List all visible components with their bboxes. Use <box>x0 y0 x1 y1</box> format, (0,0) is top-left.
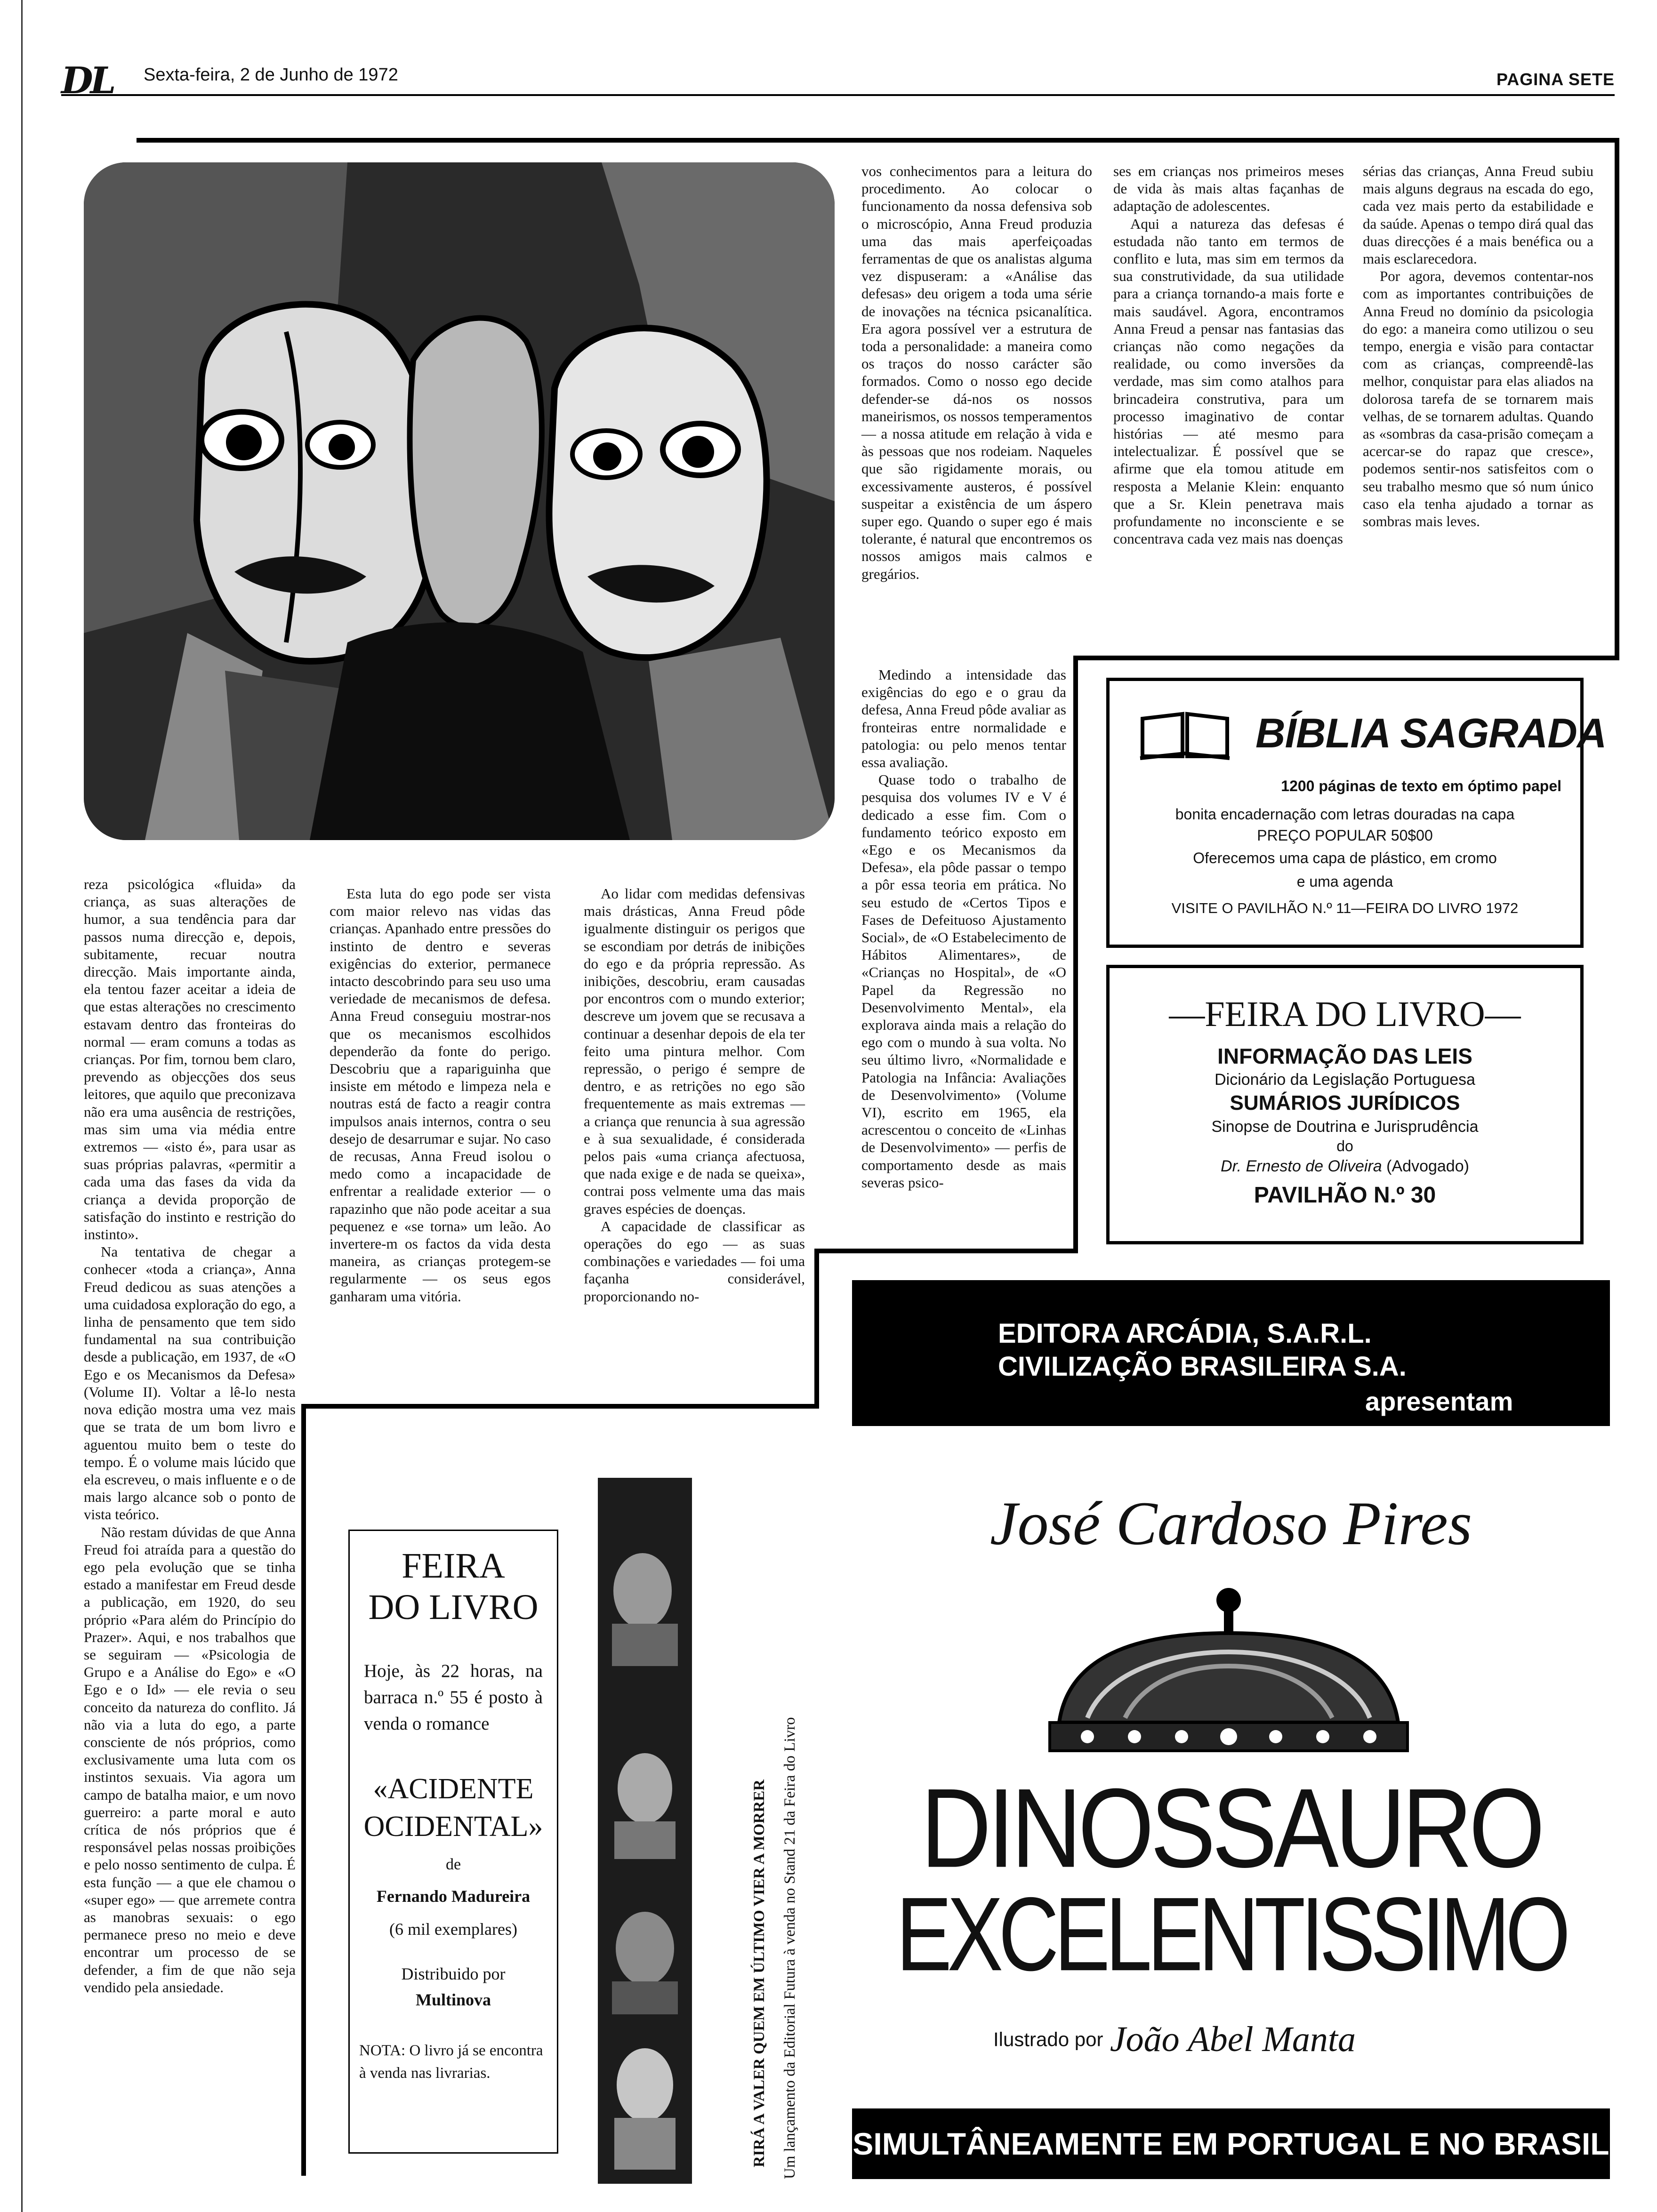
ad-feira-dictionary: Dicionário da Legislação Portuguesa <box>1215 1071 1475 1089</box>
ad-biblia-price: PREÇO POPULAR 50$00 <box>1257 827 1433 844</box>
ad-acidente-note <box>359 2039 547 2084</box>
ad-arcadia-release-banner: SIMULTÂNEAMENTE EM PORTUGAL E NO BRASIL <box>852 2108 1610 2179</box>
article-column-2 <box>330 885 551 1305</box>
article-paragraph: sérias das crianças, Anna Freud subiu mais alguns degraus na escada do ego, cada vez mais perto da estabilidade e da saúde. Apenas o tempo dirá qual das duas direcções é a mais benéfica ou a mais esclarecedora. <box>1363 163 1593 267</box>
issue-date: Sexta-feira, 2 de Junho de 1972 <box>144 65 398 85</box>
article-column-middle <box>861 666 1066 1191</box>
article-frame-step-2-vertical <box>814 1249 819 1409</box>
ad-arcadia-illustration-credit <box>993 2019 1558 2060</box>
article-column-top-3 <box>1363 162 1593 530</box>
ad-arcadia-title-1: DINOSSAURO <box>920 1765 1542 1891</box>
ad-feira-sinopse: Sinopse de Doutrina e Jurisprudência <box>1211 1118 1479 1136</box>
ad-feira-sumarios: SUMÁRIOS JURÍDICOS <box>1230 1091 1460 1114</box>
ad-biblia-offer: Oferecemos uma capa de plástico, em cromo <box>1193 850 1497 866</box>
ad-acidente-book-1: «ACIDENTE <box>373 1773 534 1805</box>
page-edge-rule <box>21 0 23 2212</box>
ad-arcadia-illustrator: João Abel Manta <box>1110 2020 1356 2059</box>
article-column-3 <box>584 885 805 1305</box>
article-paragraph: ses em crianças nos primeiros meses de vida às mais altas façanhas de adaptação de adolescentes. <box>1113 163 1344 215</box>
article-paragraph: Quase todo o trabalho de pesquisa dos volumes IV e V é dedicado a esse fim. Com o fundamento teórico exposto em «Ego e os Mecanismos da Defesa», ela pôde passar o tempo a pôr essa teoria em prática. No seu estudo de «Certos Tipos e Fases de Defeituoso Ajustamento Social», de «O Estabelecimento de Hábitos Alimentares», de «Crianças no Hospital», de «O Papel da Regressão no Desenvolvimento Mental», ela explorava ainda mais a relação do ego com o mundo à sua volta. No seu último livro, «Normalidade e Patologia na Infância: Avaliações de Desenvolvimento» (Volume VI), escrito em 1965, ela acrescentou o conceito de «Linhas de Desenvolvimento» — perfis de comportamento desde as mais severas psico- <box>861 771 1066 1191</box>
article-frame-step-1-vertical <box>1073 656 1078 1253</box>
crown-icon <box>1031 1581 1426 1760</box>
article-frame-step-3-vertical <box>301 1404 306 2176</box>
article-paragraph: Não restam dúvidas de que Anna Freud foi atraída para a questão do ego pela evolução que se tinha estado a manifestar em Freud desde a publicação, em 1920, do seu próprio «Para além do Princípio do Prazer». Aqui, e nos trabalhos que se seguiram — «Psicologia de Grupo e a Análise do Ego» e «O Ego e o Id» — ele revia o seu conceito da natureza do conflito. Já não via a luta do ego, a parte consciente de nós próprios, como exclusivamente uma luta com os instintos sexuais. Via agora um campo de batalha maior, e um novo guerreiro: a parte moral e auto crítica de nós próprios que é responsável pelas nossas proibições e pelo nosso sentimento de culpa. É esta função — a que ele chamou o «super ego» — que arremete contra as manobras sexuais: o ego permanece preso no meio e deve encontrar um processo de se defender, a fim de que não seja vendido pela ansiedade. <box>84 1523 296 1996</box>
ad-acidente-copies: (6 mil exemplares) <box>389 1920 517 1939</box>
article-paragraph: Na tentativa de chegar a conhecer «toda a criança», Anna Freud dedicou as suas atenções a uma cuidadosa exploração do ego, a linha de pensamento que tem sido fundamental na sua contribuição desde a publicação, em 1937, de «O Ego e os Mecanismos da Defesa» (Volume II). Voltar a lê-lo nesta nova edição mostra uma vez mais que se trata de um bom livro e aguentou muito bem o teste do tempo. É o volume mais lúcido que ela escreveu, o mais influente e o de mais largo alcance sob o ponto de vista teórico. <box>84 1243 296 1523</box>
ad-acidente-book-2: OCIDENTAL» <box>363 1811 543 1843</box>
ad-acidente-vertical-launch: Um lançamento da Editorial Futura à venda no Stand 21 da Feira do Livro <box>781 1717 798 2179</box>
newspaper-logo: DL <box>61 59 113 102</box>
article-illustration <box>84 162 835 840</box>
article-paragraph: reza psicológica «fluida» da criança, as suas alterações de humor, a sua tendência para dar passos numa direcção e, depois, subitamente, recuar noutra direcção. Mais importante ainda, ela tentou fazer aceitar a ideia de que estas alterações no crescimento estavam dentro das fronteiras do normal — eram comuns a todas as crianças. Por fim, tornou bem claro, prevendo as objecções dos seus leitores, que aquilo que preconizava não era uma ausência de restrições, mas sim uma via média entre extremos — «isto é», para usar as suas próprias palavras, «permitir a cada uma das fases da vida da criança a devida proporção de satisfação do instinto e restrição do instinto». <box>84 876 296 1243</box>
ad-feira-title: —FEIRA DO LIVRO— <box>1169 994 1521 1034</box>
ad-feira-do: do <box>1336 1138 1353 1154</box>
article-paragraph: Por agora, devemos contentar-nos com as importantes contribuições de Anna Freud no domínio da psicologia do ego: a maneira como utilizou o seu tempo, energia e visão para contactar com as crianças, compreendê-las melhor, conquistar para elas aliados na dolorosa tarefa de se tornarem mais velhas, de se tornarem adultas. Quando as «sombras da casa-prisão começam a acercar-se do rapaz que cresce», podemos sentir-nos satisfeitos com o seu trabalho mesmo que só num único caso ela tenha ajudado a tornar as sombras mais leves. <box>1363 268 1593 530</box>
article-frame-step-3 <box>306 1404 819 1409</box>
ad-acidente-box <box>348 1530 558 2154</box>
ad-acidente-note-text: O livro já se encontra à venda nas livrarias. <box>359 2042 543 2082</box>
ad-arcadia-illustrated-by: Ilustrado por <box>993 2028 1103 2051</box>
article-frame-top <box>137 138 1619 143</box>
ad-acidente-title-1: FEIRA <box>402 1546 505 1586</box>
article-paragraph: Medindo a intensidade das exigências do ego e o grau da defesa, Anna Freud pôde avaliar as fronteiras entre normalidade e patologia: ou pelo menos tentar essa avaliação. <box>861 666 1066 771</box>
ad-feira-pavilion: PAVILHÃO N.º 30 <box>1254 1183 1436 1208</box>
ad-informacao-das-leis <box>1106 965 1584 1244</box>
ad-arcadia-publisher-banner <box>852 1280 1610 1426</box>
article-frame-step-2 <box>819 1249 1078 1253</box>
ad-feira-heading: INFORMAÇÃO DAS LEIS <box>1217 1044 1472 1068</box>
ad-arcadia-publisher-2: CIVILIZAÇÃO BRASILEIRA S.A. <box>998 1351 1407 1382</box>
ad-biblia-sagrada <box>1106 678 1607 948</box>
ad-acidente-body: Hoje, às 22 horas, na barraca n.º 55 é posto à venda o romance <box>364 1661 543 1734</box>
article-column-top-2 <box>1113 162 1344 547</box>
ad-arcadia-presents: apresentam <box>1365 1387 1513 1416</box>
ad-feira-author-name: Dr. Ernesto de Oliveira <box>1221 1157 1382 1175</box>
ad-acidente-vertical-slogan: RIRÁ A VALER QUEM EM ÚLTIMO VIER A MORRER <box>751 1779 768 2167</box>
ad-acidente-de: de <box>445 1856 461 1873</box>
ad-acidente-distributed: Distribuido por <box>401 1964 506 1983</box>
page-label: PAGINA SETE <box>1496 70 1615 89</box>
ad-biblia-visit: VISITE O PAVILHÃO N.º 11—FEIRA DO LIVRO 1972 <box>1171 900 1519 916</box>
ad-biblia-pages: 1200 páginas de texto em óptimo papel <box>1281 777 1561 794</box>
ad-biblia-title: BÍBLIA SAGRADA <box>1255 710 1607 756</box>
ad-arcadia-publisher-1: EDITORA ARCÁDIA, S.A.R.L. <box>998 1318 1372 1349</box>
ad-acidente-distributor: Multinova <box>415 1990 491 2009</box>
article-column-top-1 <box>861 162 1092 583</box>
ad-acidente-author: Fernando Madureira <box>376 1887 531 1906</box>
article-paragraph: A capacidade de classificar as operações do ego — as suas combinações e variedades — foi uma façanha considerável, proporcionando no- <box>584 1218 805 1305</box>
ad-biblia-agenda: e uma agenda <box>1296 873 1393 890</box>
open-book-icon <box>1138 709 1232 761</box>
ad-dinossauro-excelentissimo <box>852 1280 1610 2203</box>
ad-acidente-title-2: DO LIVRO <box>368 1587 539 1627</box>
ad-acidente-ocidental <box>330 1426 814 2184</box>
ad-biblia-binding: bonita encadernação com letras douradas na capa <box>1175 806 1515 823</box>
article-paragraph: Aqui a natureza das defesas é estudada não tanto em termos de conflito e luta, mas sim em termos da sua construtividade, da sua utilidade para a criança tornando-a mais forte e mais saudável. Agora, encontramos Anna Freud a pensar nas fantasias das crianças não como negações da realidade, ou como inversões da verdade, mas sim como atalhos para brincadeira construtiva, para um processo imaginativo de contar histórias — até mesmo para intelectualizar. É possível que se afirme que ela tomou atitude em resposta a Melanie Klein: enquanto que a Sr. Klein penetrava mais profundamente no inconsciente e se concentrava cada vez mais nas doenças <box>1113 215 1344 547</box>
ad-feira-author <box>1110 1157 1580 1176</box>
masthead <box>61 56 1615 102</box>
ad-feira-author-role: (Advogado) <box>1386 1157 1469 1175</box>
article-paragraph: vos conhecimentos para a leitura do procedimento. Ao colocar o funcionamento da nossa defensiva sob o microscópio, Anna Freud produzia uma das mais aperfeiçoadas ferramentas de que os analistas alguma vez dispuseram: a «Análise das defesas» deu origem a toda uma série de inovações na técnica psicanalítica. Era agora possível ver a estrutura de toda a personalidade: a maneira como os traços do nosso carácter são formados. Como o nosso ego decide defender-se dá-nos os nossos maneirismos, os nossos temperamentos — a nossa atitude em relação à vida e às pessoas que nos rodeiam. Naqueles que são rigidamente morais, ou excessivamente austeros, é possível suspeitar a existência de um áspero super ego. Quando o super ego é mais tolerante, é natural que encontremos os nossos amigos mais calmos e gregários. <box>861 163 1092 582</box>
article-frame-step-1 <box>1078 656 1619 660</box>
article-column-1 <box>84 875 296 1996</box>
article-paragraph: Ao lidar com medidas defensivas mais drásticas, Anna Freud pôde igualmente distinguir os perigos que se escondiam por detrás de inibições do ego e da própria repressão. As inibições, descobriu, eram causadas por encontros com o mundo exterior; descreve um jovem que se recusava a continuar a desenhar depois de ela ter feito uma pintura melhor. Com repressão, o perigo é sempre de dentro, e as retrições no ego são frequentemente as mais extremas — a criança que renuncia à sua agressão e à sua sexualidade, é considerada pelos pais «uma criança afectuosa, que nada exige e de nada se queixa», contrai poss velmente uma das mais graves espécies de doenças. <box>584 885 805 1217</box>
ad-acidente-note-label: NOTA: <box>359 2042 406 2059</box>
article-paragraph: Esta luta do ego pode ser vista com maior relevo nas vidas das crianças. Apanhado entre pressões do instinto de dentro e severas exigências do exterior, permanece intacto descobrindo para seu uso uma veriedade de mecanismos de defesa. Anna Freud conseguiu mostrar-nos que os mecanismos escolhidos dependerão da fonte do perigo. Descobriu que a rapariguinha que insiste em método e limpeza nela e noutras está de facto a reagir contra impulsos anais internos, contra o seu desejo de desarrumar e sujar. No caso de recusas, Anna Freud isolou o medo como a incapacidade de enfrentar a realidade exterior — o rapazinho que não pode aceitar a sua pequenez e «se torna» um leão. Ao invertere-m os factos da vida desta maneira, as crianças protegem-se regularmente — os seus egos ganharam uma vitória. <box>330 885 551 1305</box>
article-frame-right <box>1615 138 1619 660</box>
ad-arcadia-author: José Cardoso Pires <box>989 1489 1472 1558</box>
ad-arcadia-title-2: EXCELENTISSIMO <box>896 1875 1566 1993</box>
author-photos-strip <box>598 1478 692 2184</box>
